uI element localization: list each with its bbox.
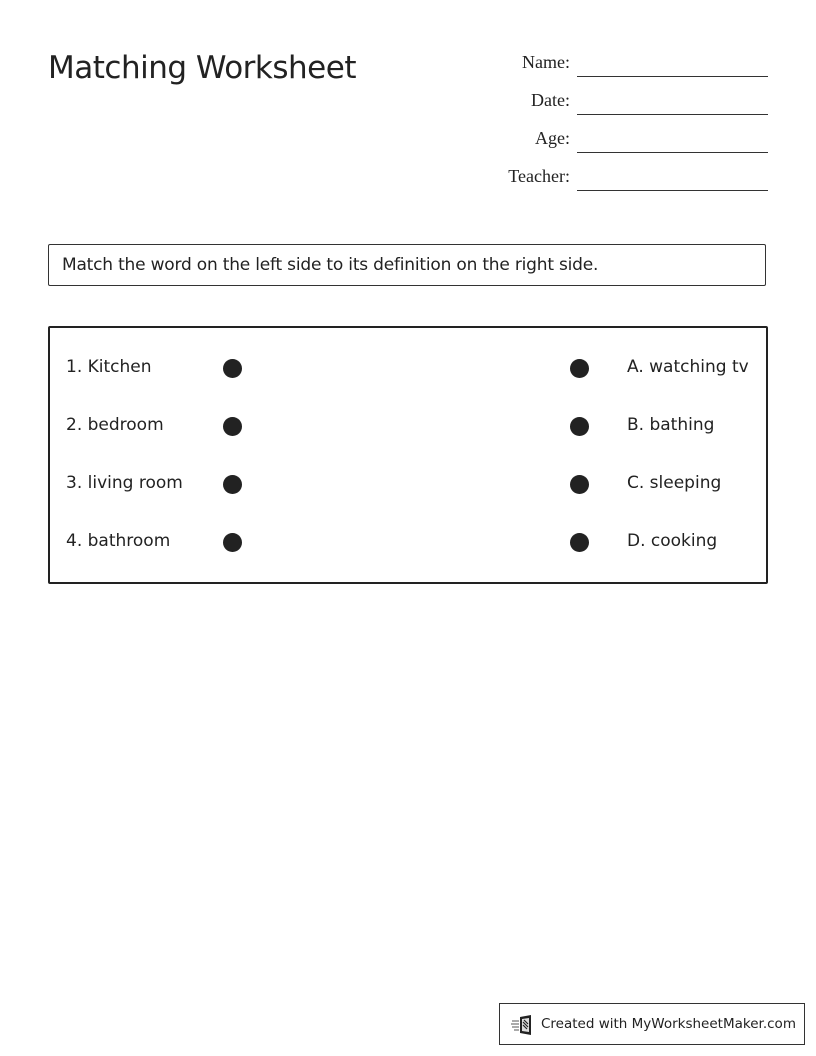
right-dot-icon[interactable]	[570, 359, 589, 378]
right-dot-icon[interactable]	[570, 475, 589, 494]
right-dot-icon[interactable]	[570, 417, 589, 436]
name-line[interactable]	[577, 76, 768, 77]
student-info-fields	[490, 50, 768, 202]
worksheet-maker-logo-icon	[511, 1014, 535, 1036]
match-row	[50, 353, 766, 383]
name-label: Name:	[522, 52, 570, 72]
left-item: 3. living room	[66, 473, 183, 493]
right-item: D. cooking	[627, 531, 718, 551]
right-item: C. sleeping	[627, 473, 722, 493]
left-dot-icon[interactable]	[223, 359, 242, 378]
footer-badge[interactable]	[499, 1003, 805, 1045]
age-label: Age:	[535, 128, 570, 148]
matching-box	[48, 326, 768, 584]
page-title: Matching Worksheet	[48, 50, 356, 86]
teacher-field[interactable]	[490, 164, 768, 202]
age-field[interactable]	[490, 126, 768, 164]
date-field[interactable]	[490, 88, 768, 126]
match-row	[50, 411, 766, 441]
age-line[interactable]	[577, 152, 768, 153]
right-item: B. bathing	[627, 415, 715, 435]
instructions-text: Match the word on the left side to its definition on the right side.	[62, 255, 599, 275]
left-dot-icon[interactable]	[223, 417, 242, 436]
left-dot-icon[interactable]	[223, 475, 242, 494]
date-label: Date:	[531, 90, 570, 110]
left-item: 2. bedroom	[66, 415, 164, 435]
left-dot-icon[interactable]	[223, 533, 242, 552]
teacher-line[interactable]	[577, 190, 768, 191]
left-item: 4. bathroom	[66, 531, 171, 551]
teacher-label: Teacher:	[508, 166, 570, 186]
name-field[interactable]	[490, 50, 768, 88]
match-row	[50, 469, 766, 499]
footer-text: Created with MyWorksheetMaker.com	[541, 1016, 796, 1032]
instructions-box	[48, 244, 766, 286]
match-row	[50, 527, 766, 557]
right-dot-icon[interactable]	[570, 533, 589, 552]
left-item: 1. Kitchen	[66, 357, 152, 377]
right-item: A. watching tv	[627, 357, 749, 377]
date-line[interactable]	[577, 114, 768, 115]
